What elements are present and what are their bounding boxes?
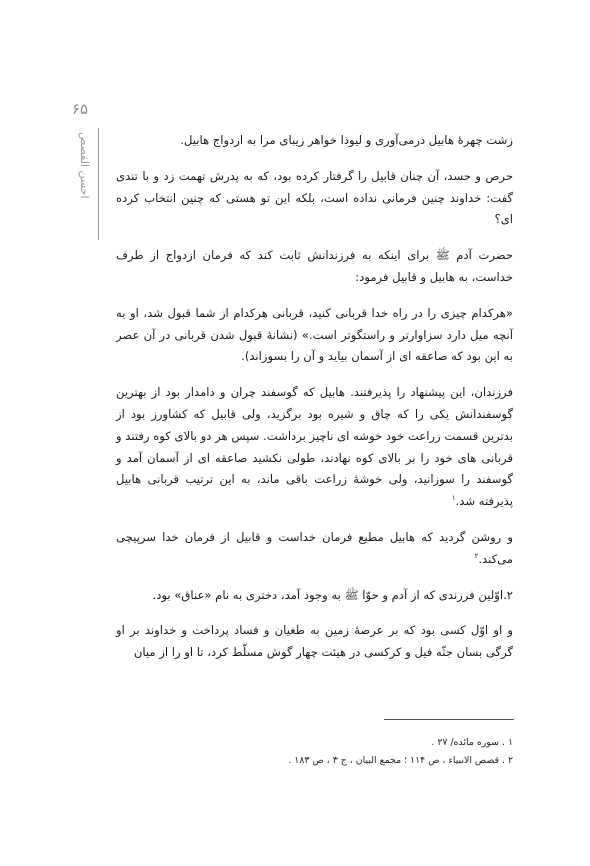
page-number: ۶۵: [71, 100, 89, 118]
paragraph: و او اوّل کسی بود که بر عرصهٔ زمین به طغیان و فساد پرداخت و خداوند بر او گرگی بسان جثّه فیل و کرکسی در هیئت چهار گوش مسلّط کرد، تا او را از میان: [116, 623, 513, 660]
footnote-1: ۱ . سوره مائده/ ۲۷ .: [431, 737, 513, 748]
paragraph: حرص و حسد، آن چنان قابیل را گرفتار کرده بود، که به پدرش تهمت زد و با تندی گفت: خداوند چنین فرمانی نداده است، بلکه این تو هستی که چنین انتخاب کرده ای؟: [116, 168, 513, 227]
footnote-ref-1: ۱: [451, 494, 456, 503]
footnotes: [116, 734, 513, 770]
paragraph: «هرکدام چیزی را در راه خدا قربانی کنید، قربانی هرکدام از شما قبول شد، او به آنچه میل دارد سزاوارتر و راستگوتر است.» (نشانهٔ قبول شدن قربانی در آن عصر به این بود که صاعقه ای از آسمان بیاید و آن را بسوزاند).: [116, 305, 513, 364]
paragraph: زشت چهرهٔ هابیل درمی‌آوری و لیوذا خواهر زیبای مرا به ازدواج هابیل.: [180, 133, 513, 147]
paragraph: حضرت آدم ﷺ برای اینکه به فرزندانش ثابت کند که فرمان ازدواج از طرف خداست، به هابیل و قابیل فرمود:: [116, 248, 513, 284]
running-title: احسن القصص: [78, 132, 91, 199]
paragraph: ۲.اوّلین فرزندی که از آدم و حوّا ﷺ به وجود آمد، دختری به نام «عناق» بود.: [152, 587, 513, 602]
body-text: [116, 130, 513, 678]
footnote-ref-2: ۲: [474, 551, 479, 560]
footnote-2: ۲ . قصص الانبیاء ، ص ۱۱۴ ؛ مجمع البیان ، ج ۳ ، ص ۱۸۳ .: [288, 755, 513, 766]
paragraph-text: و روشن گردید که هابیل مطیع فرمان خداست و قابیل از فرمان خدا سرپیچی می‌کند.: [116, 529, 513, 566]
paragraph-with-footnote: [116, 527, 513, 571]
paragraph-text: فرزندان، این پیشنهاد را پذیرفتند. هابیل که گوسفند چران و دامدار بود از بهترین گوسفندانش یکی را که چاق و شیره بود برگزید، ولی قابیل که کشاورز بود از بدترین قسمت زراعت خود خوشه ای ناچیز برداشت. سپس هر دو بالای کوه رفتند و قربانی های خود را بر بالای کوه نهادند، طولی نکشید صاعقه ای از آسمان آمد و گوسفند را سوزانید، ولی خوشهٔ زراعت باقی ماند، به این ترتیب قربانی هابیل پذیرفته شد.: [116, 385, 513, 509]
margin-rule: [98, 128, 99, 240]
footnote-divider: [384, 719, 514, 720]
paragraph-with-footnote: [116, 382, 513, 513]
